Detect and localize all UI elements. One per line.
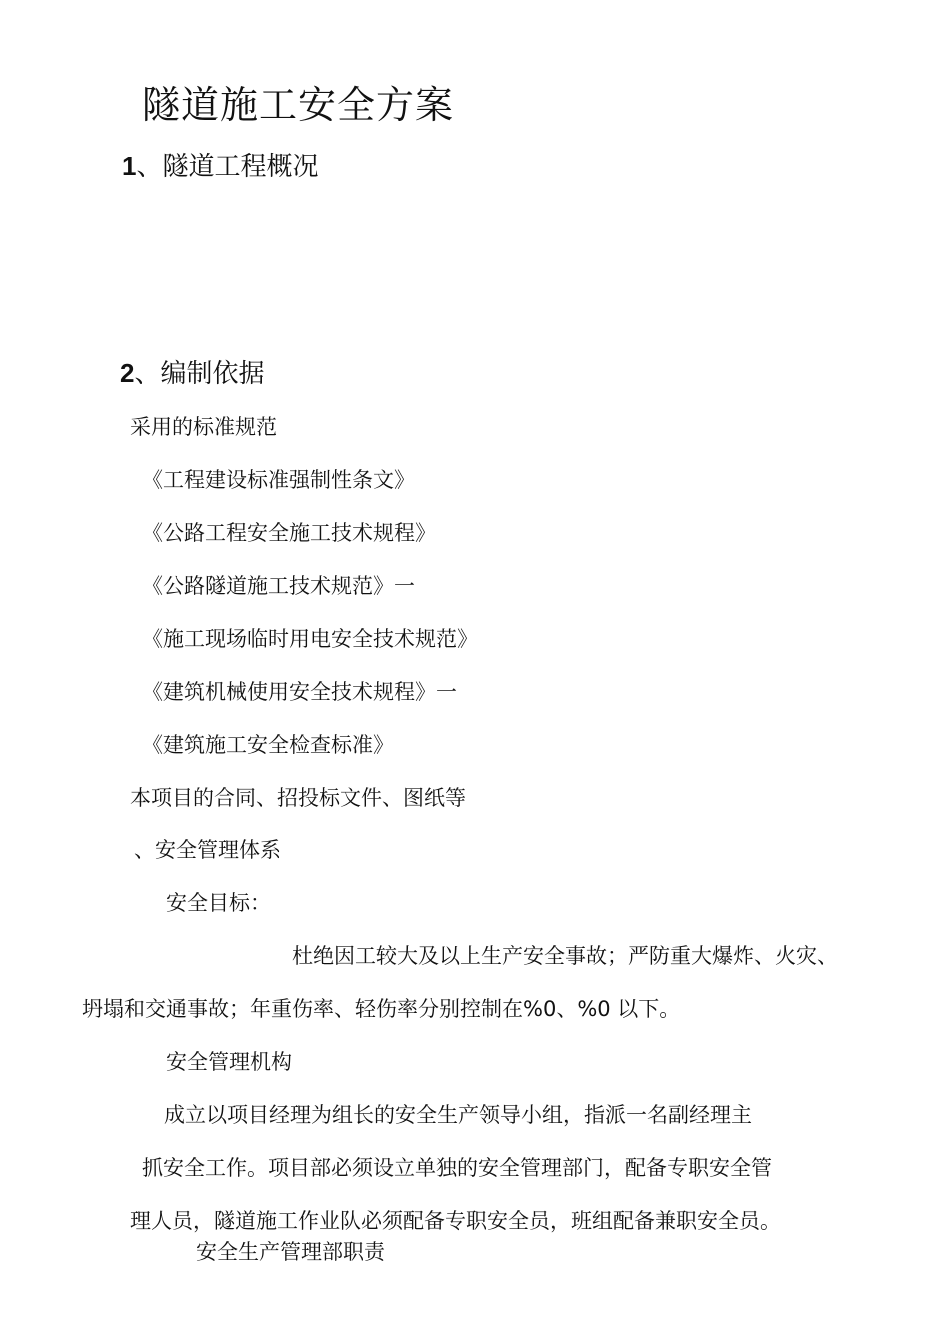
safety-goal-text-line1: 杜绝因工较大及以上生产安全事故；严防重大爆炸、火灾、 bbox=[292, 944, 838, 968]
standard-item: 《公路工程安全施工技术规程》 bbox=[142, 521, 436, 545]
safety-goal-text-line2: 坍塌和交通事故；年重伤率、轻伤率分别控制在%0、%0 以下。 bbox=[82, 997, 681, 1021]
org-heading: 安全管理机构 bbox=[166, 1050, 292, 1074]
section-1-number: 1 bbox=[122, 151, 137, 181]
org-text-line2: 抓安全工作。项目部必须设立单独的安全管理部门，配备专职安全管 bbox=[142, 1156, 772, 1180]
standard-item: 《建筑机械使用安全技术规程》一 bbox=[142, 680, 457, 704]
document-title: 隧道施工安全方案 bbox=[142, 83, 455, 127]
standard-item: 《工程建设标准强制性条文》 bbox=[142, 468, 415, 492]
section-2-title: 、编制依据 bbox=[134, 359, 265, 389]
standard-item: 《建筑施工安全检查标准》 bbox=[142, 733, 394, 757]
standards-intro: 采用的标准规范 bbox=[130, 415, 277, 439]
safety-system-heading: 、安全管理体系 bbox=[134, 838, 281, 862]
section-1-title: 、隧道工程概况 bbox=[136, 152, 319, 182]
org-text-line3: 理人员，隧道施工作业队必须配备专职安全员，班组配备兼职安全员。 bbox=[130, 1209, 781, 1233]
section-2-heading bbox=[120, 353, 264, 390]
standard-item: 《施工现场临时用电安全技术规范》 bbox=[142, 627, 478, 651]
dept-duty-heading: 安全生产管理部职责 bbox=[196, 1240, 385, 1264]
section-1-heading bbox=[122, 146, 318, 183]
org-text-line1: 成立以项目经理为组长的安全生产领导小组，指派一名副经理主 bbox=[164, 1103, 752, 1127]
project-documents: 本项目的合同、招投标文件、图纸等 bbox=[130, 786, 466, 810]
section-2-number: 2 bbox=[120, 358, 135, 388]
safety-goal-label: 安全目标： bbox=[166, 891, 271, 915]
standard-item: 《公路隧道施工技术规范》一 bbox=[142, 574, 415, 598]
